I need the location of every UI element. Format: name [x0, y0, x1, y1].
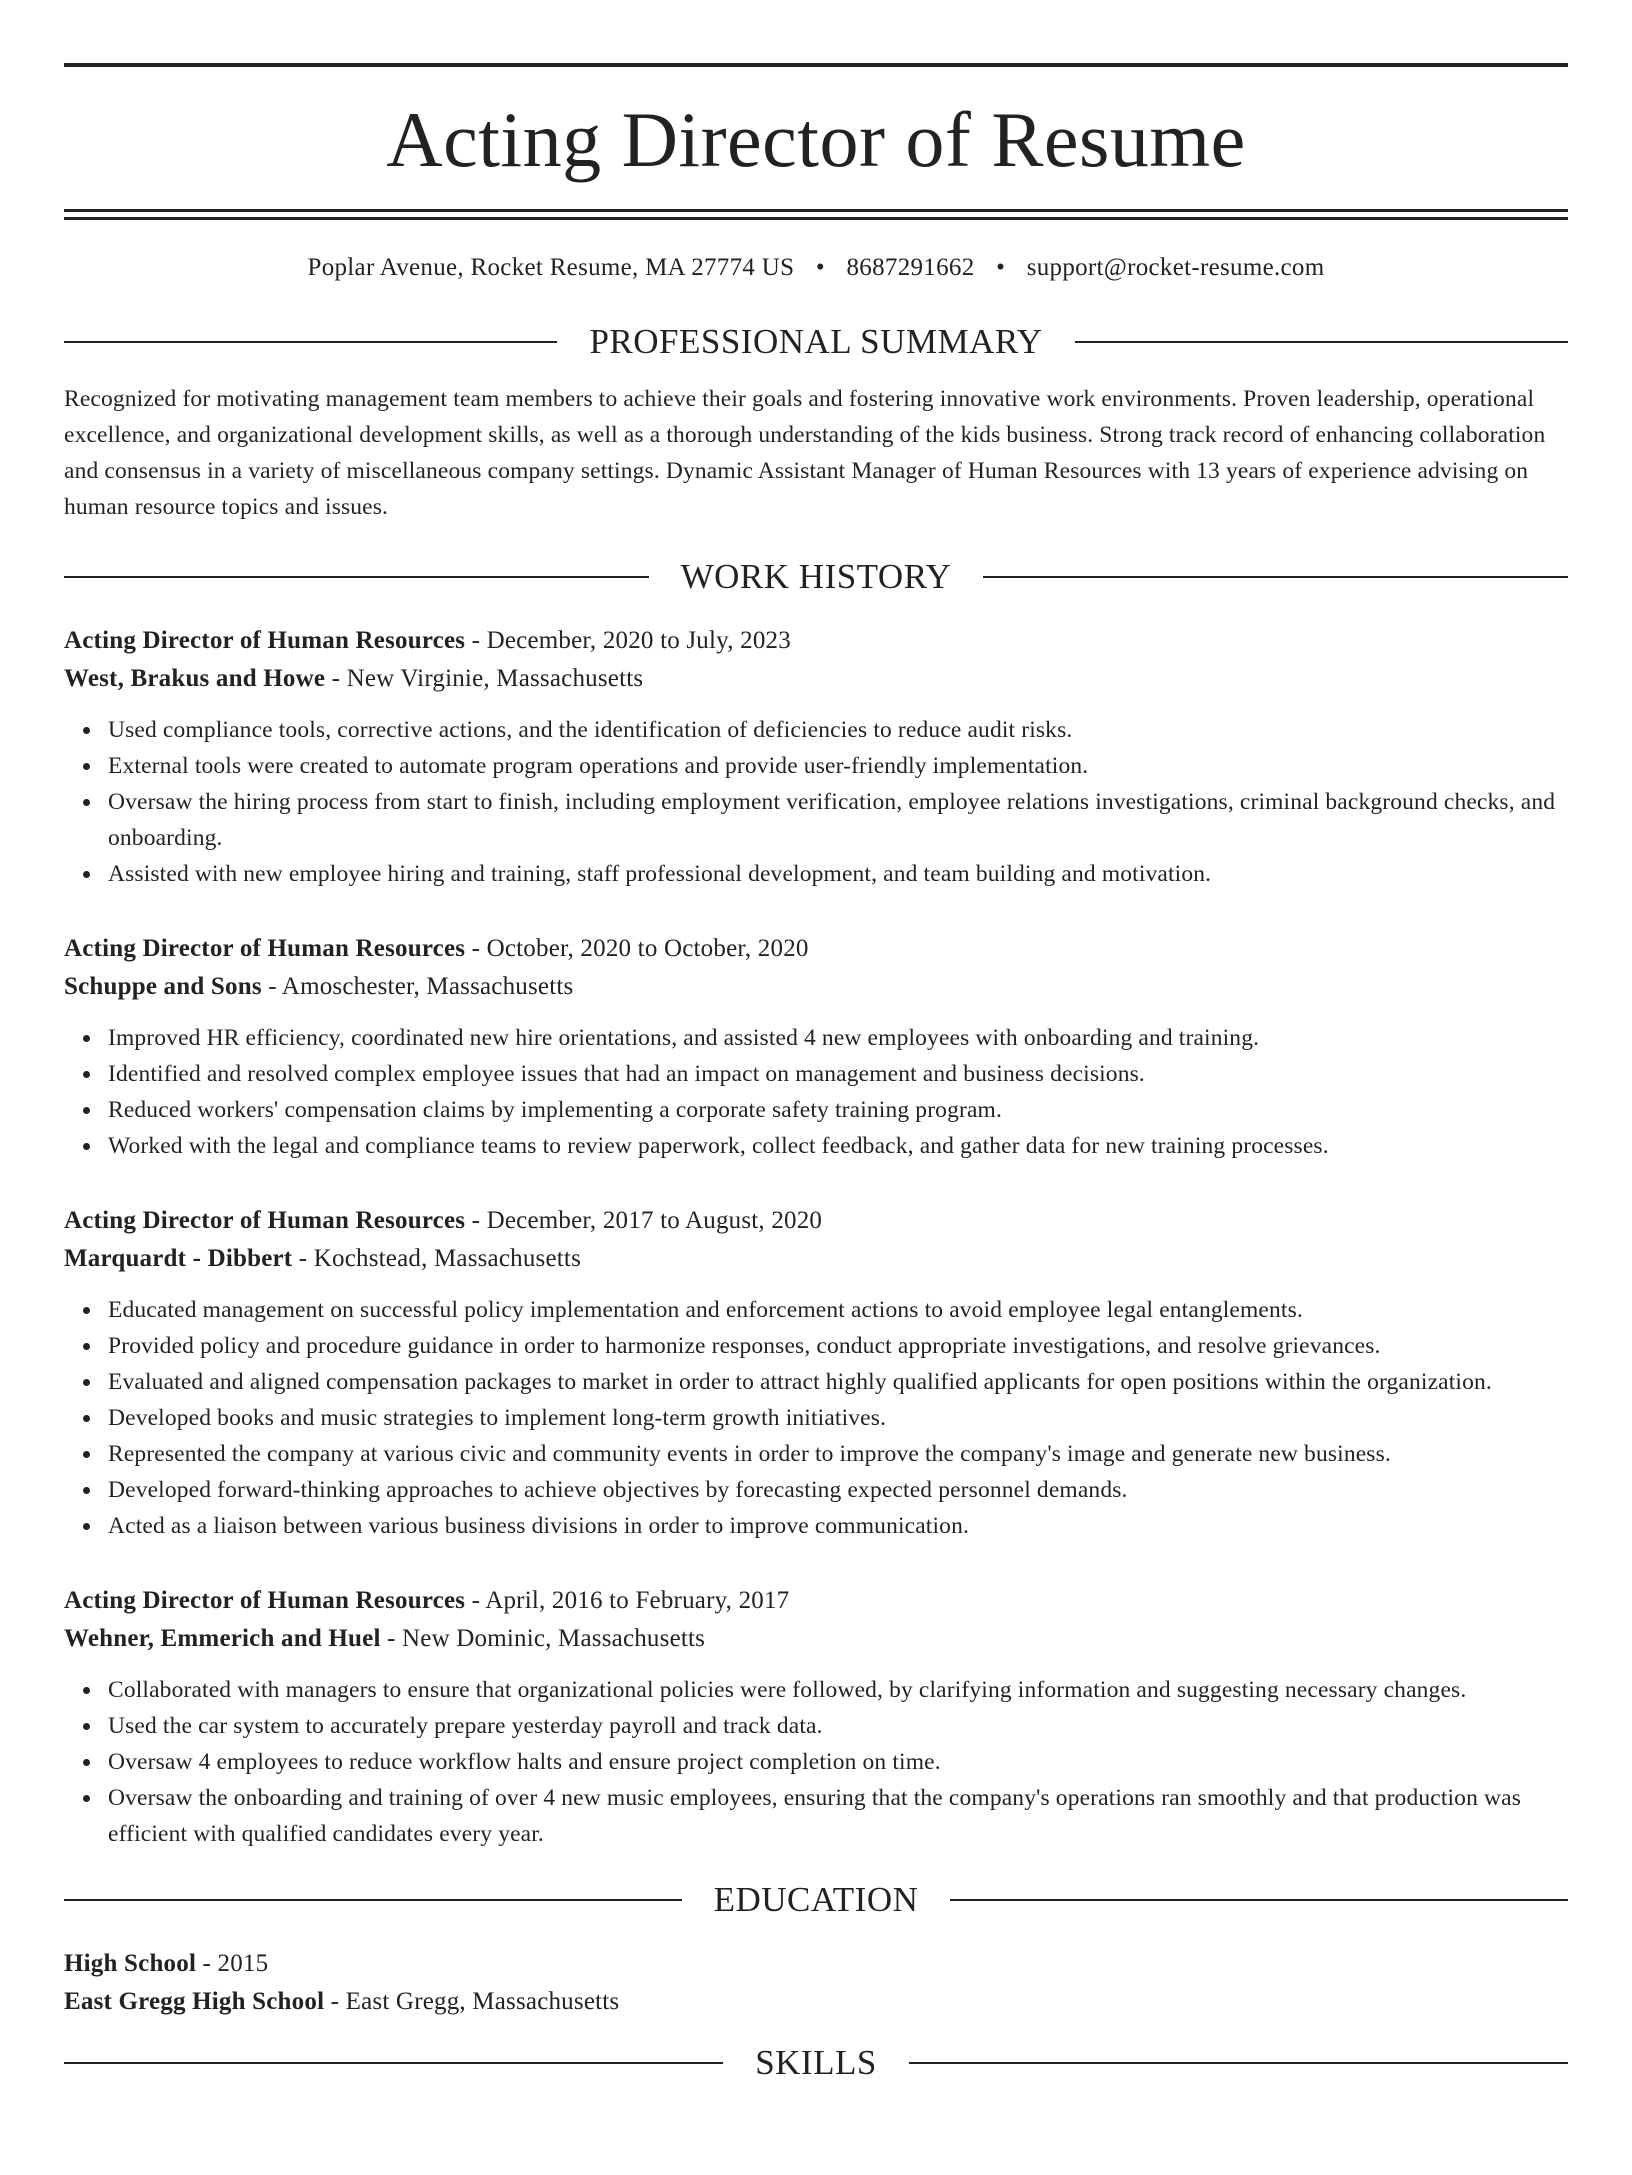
job-location: - Amoschester, Massachusetts	[261, 973, 574, 1000]
job-bullet-list	[64, 1020, 1568, 1164]
resume-page	[0, 63, 1632, 2175]
title-double-rule	[64, 209, 1568, 220]
education-location: - East Gregg, Massachusetts	[324, 1988, 620, 2015]
education-section-title: EDUCATION	[713, 1880, 919, 1919]
job-bullet: Reduced workers' compensation claims by implementing a corporate safety training program.	[108, 1092, 1568, 1128]
job-title: Acting Director of Human Resources	[64, 1587, 466, 1614]
job-dates: - December, 2020 to July, 2023	[465, 627, 791, 654]
job-location: - Kochstead, Massachusetts	[292, 1245, 581, 1272]
job-entry	[64, 930, 1568, 1164]
job-bullet: Acted as a liaison between various business divisions in order to improve communication.	[108, 1508, 1568, 1544]
job-bullet: Improved HR efficiency, coordinated new hire orientations, and assisted 4 new employees with onboarding and training.	[108, 1020, 1568, 1056]
job-title-line	[64, 1582, 1568, 1620]
job-bullet: Identified and resolved complex employee issues that had an impact on management and business decisions.	[108, 1056, 1568, 1092]
skills-section-title: SKILLS	[755, 2043, 877, 2082]
job-bullet: Developed forward-thinking approaches to achieve objectives by forecasting expected personnel demands.	[108, 1472, 1568, 1508]
education-section-header	[64, 1882, 1568, 1917]
job-title: Acting Director of Human Resources	[64, 627, 466, 654]
resume-title: Acting Director of Resume	[386, 96, 1246, 183]
job-title-line	[64, 622, 1568, 660]
contact-address: Poplar Avenue, Rocket Resume, MA 27774 US	[307, 254, 795, 281]
education-year: - 2015	[196, 1950, 269, 1977]
job-bullet: Evaluated and aligned compensation packages to market in order to attract highly qualified applicants for open positions within the organization.	[108, 1364, 1568, 1400]
section-rule	[64, 576, 649, 578]
job-bullet: Worked with the legal and compliance teams to review paperwork, collect feedback, and gather data for new training processes.	[108, 1128, 1568, 1164]
job-entry	[64, 622, 1568, 892]
education-school: East Gregg High School	[64, 1988, 325, 2015]
job-title: Acting Director of Human Resources	[64, 1207, 466, 1234]
job-bullet: Oversaw the hiring process from start to finish, including employment verification, employee relations investigations, criminal background checks, and onboarding.	[108, 784, 1568, 856]
job-entry	[64, 1202, 1568, 1544]
job-bullet: Educated management on successful policy implementation and enforcement actions to avoid employee legal entanglements.	[108, 1292, 1568, 1328]
job-dates: - April, 2016 to February, 2017	[465, 1587, 790, 1614]
job-bullet: External tools were created to automate program operations and provide user-friendly implementation.	[108, 748, 1568, 784]
job-bullet-list	[64, 1292, 1568, 1544]
section-rule	[64, 2062, 723, 2064]
job-bullet: Oversaw the onboarding and training of over 4 new music employees, ensuring that the company's operations ran smoothly and that production was efficient with qualified candidates every year.	[108, 1780, 1568, 1852]
job-dates: - October, 2020 to October, 2020	[465, 935, 809, 962]
job-bullet: Assisted with new employee hiring and training, staff professional development, and team building and motivation.	[108, 856, 1568, 892]
section-rule	[983, 576, 1568, 578]
skills-section-header	[64, 2045, 1568, 2080]
job-bullet: Oversaw 4 employees to reduce workflow halts and ensure project completion on time.	[108, 1744, 1568, 1780]
job-company-line	[64, 1620, 1568, 1658]
education-school-line	[64, 1983, 1568, 2021]
job-company: Schuppe and Sons	[64, 973, 262, 1000]
contact-email: support@rocket-resume.com	[1026, 254, 1325, 281]
job-bullet-list	[64, 1672, 1568, 1852]
work-section-header	[64, 559, 1568, 594]
work-section-title: WORK HISTORY	[680, 557, 952, 596]
job-title-line	[64, 1202, 1568, 1240]
section-rule	[909, 2062, 1568, 2064]
contact-separator: •	[815, 254, 825, 281]
job-bullet: Represented the company at various civic and community events in order to improve the company's image and generate new business.	[108, 1436, 1568, 1472]
job-company: West, Brakus and Howe	[64, 665, 326, 692]
contact-separator: •	[996, 254, 1006, 281]
section-rule	[950, 1899, 1568, 1901]
job-bullet: Used the car system to accurately prepare yesterday payroll and track data.	[108, 1708, 1568, 1744]
job-bullet: Developed books and music strategies to implement long-term growth initiatives.	[108, 1400, 1568, 1436]
job-bullet: Provided policy and procedure guidance in order to harmonize responses, conduct appropriate investigations, and resolve grievances.	[108, 1328, 1568, 1364]
job-company-line	[64, 1240, 1568, 1278]
job-bullet-list	[64, 712, 1568, 892]
education-degree: High School	[64, 1950, 197, 1977]
job-company: Wehner, Emmerich and Huel	[64, 1625, 381, 1652]
job-dates: - December, 2017 to August, 2020	[465, 1207, 823, 1234]
section-rule	[64, 341, 557, 343]
summary-section-header	[64, 324, 1568, 359]
job-entry	[64, 1582, 1568, 1852]
section-rule	[1075, 341, 1568, 343]
work-history-list	[64, 622, 1568, 1852]
contact-line	[64, 254, 1568, 282]
job-title: Acting Director of Human Resources	[64, 935, 466, 962]
job-company: Marquardt - Dibbert	[64, 1245, 293, 1272]
education-entry	[64, 1945, 1568, 2021]
job-title-line	[64, 930, 1568, 968]
job-location: - New Dominic, Massachusetts	[380, 1625, 706, 1652]
job-bullet: Collaborated with managers to ensure that organizational policies were followed, by clarifying information and suggesting necessary changes.	[108, 1672, 1568, 1708]
summary-section-title: PROFESSIONAL SUMMARY	[589, 322, 1043, 361]
contact-phone: 8687291662	[846, 254, 975, 281]
job-bullet: Used compliance tools, corrective actions, and the identification of deficiencies to reduce audit risks.	[108, 712, 1568, 748]
education-degree-line	[64, 1945, 1568, 1983]
summary-text: Recognized for motivating management team members to achieve their goals and fostering innovative work environments. Proven leadership, operational excellence, and organizational development skills, as well as a thorough understanding of the kids business. Strong track record of enhancing collaboration and consensus in a variety of miscellaneous company settings. Dynamic Assistant Manager of Human Resources with 13 years of experience advising on human resource topics and issues.	[64, 386, 1546, 520]
job-company-line	[64, 660, 1568, 698]
section-rule	[64, 1899, 682, 1901]
job-company-line	[64, 968, 1568, 1006]
job-location: - New Virginie, Massachusetts	[325, 665, 644, 692]
